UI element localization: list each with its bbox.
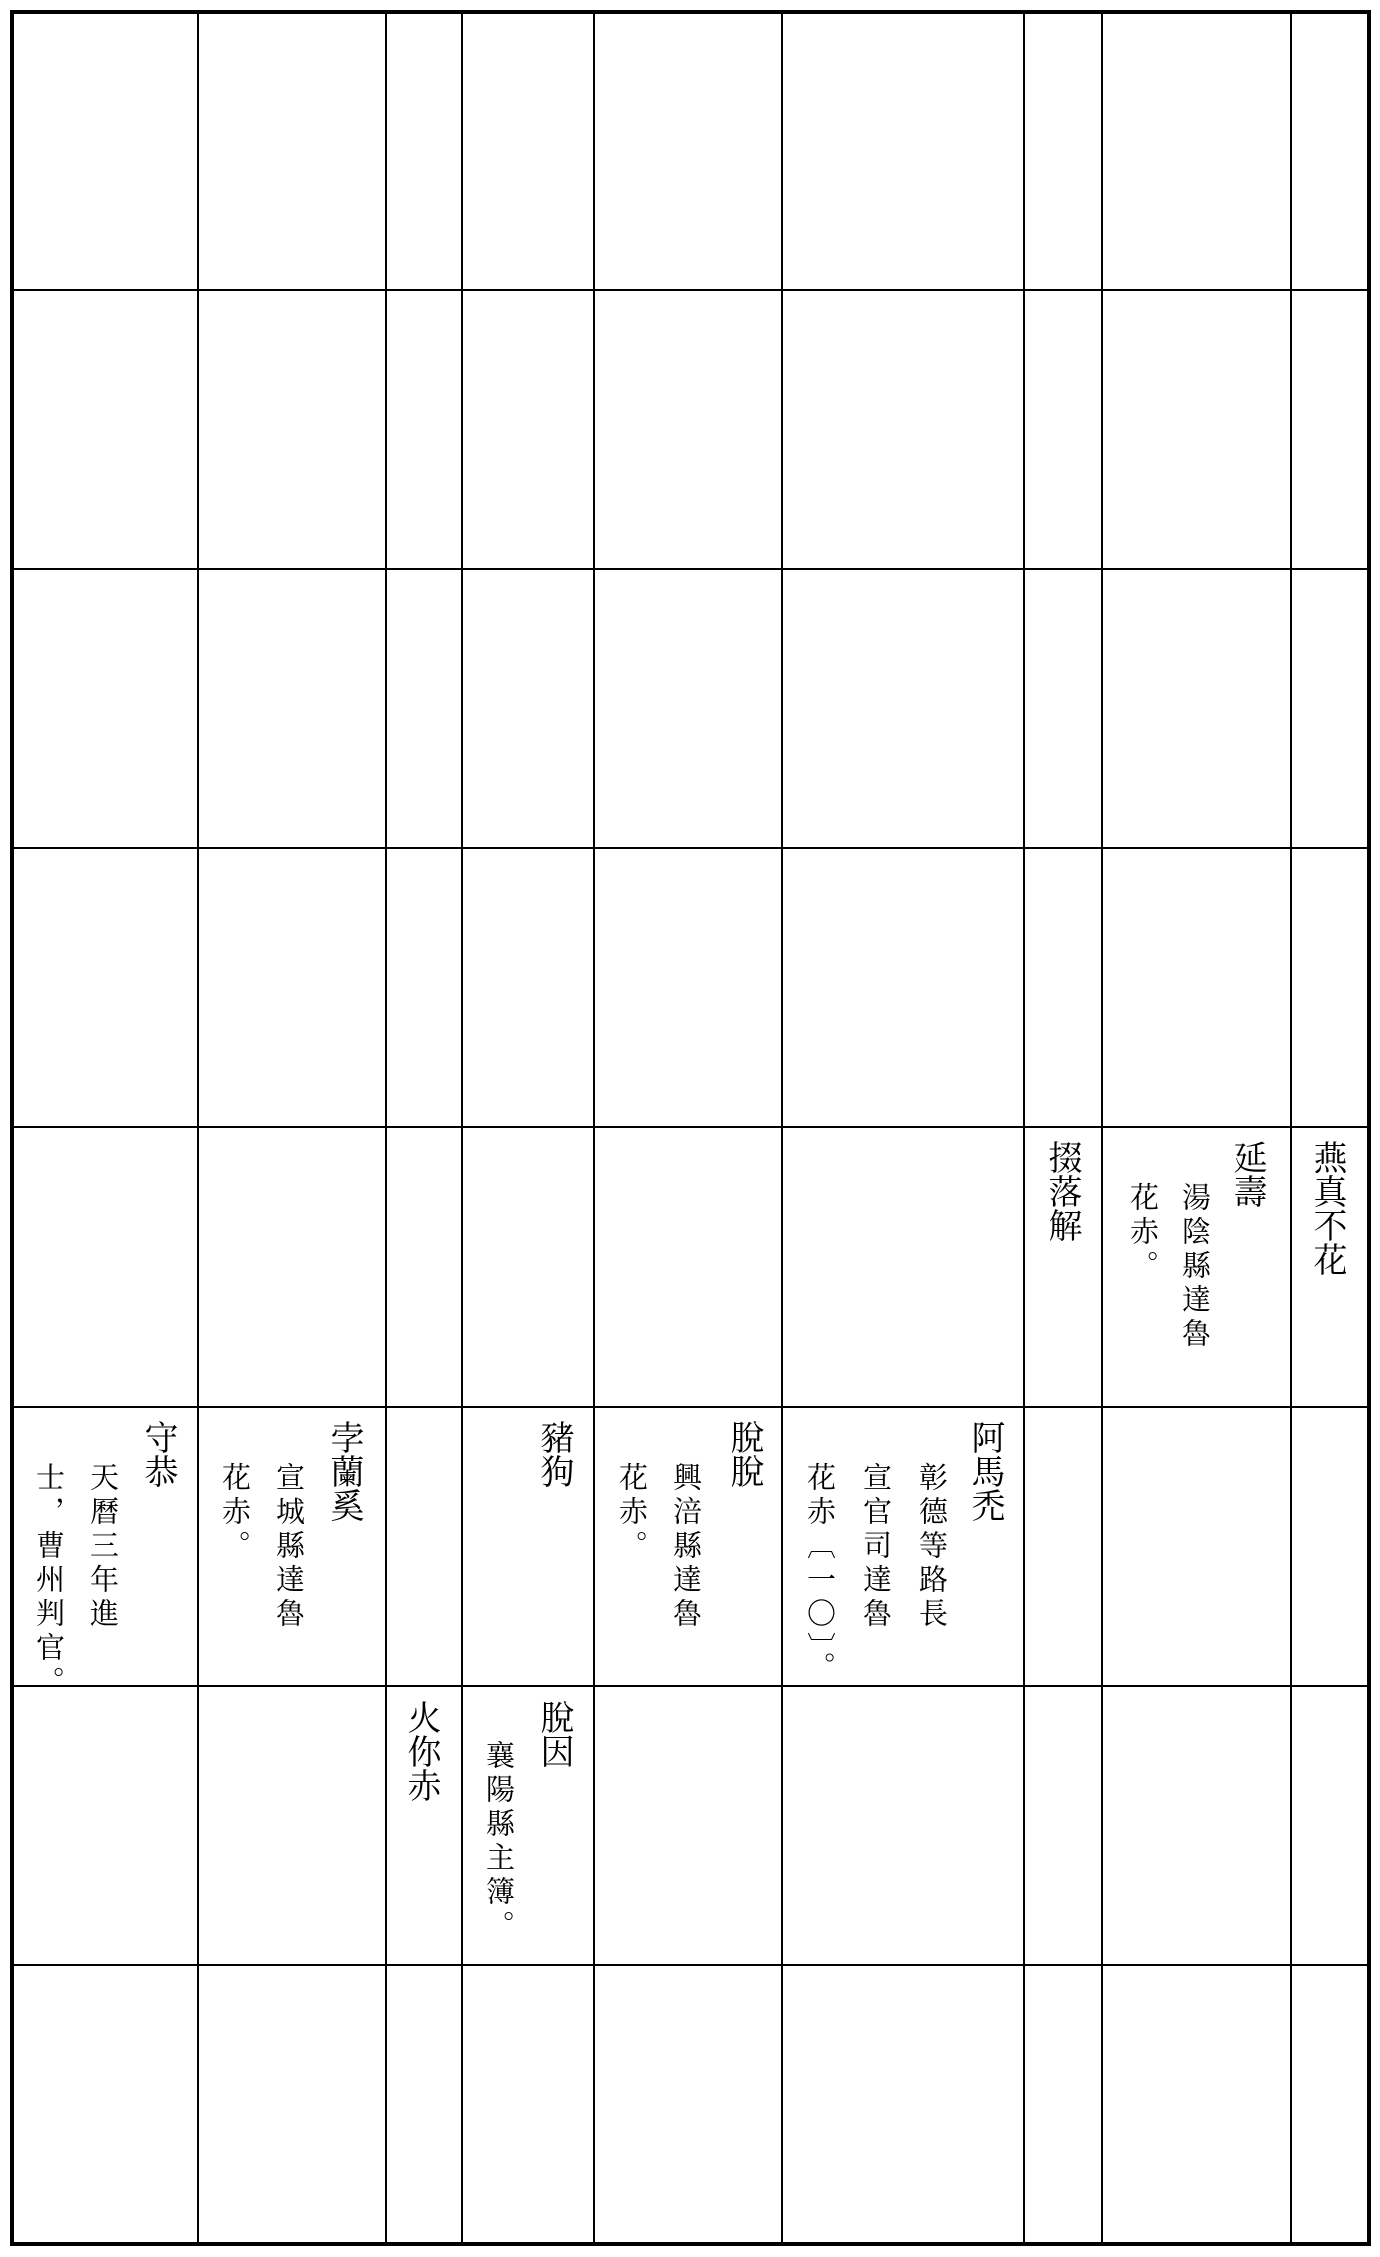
row-rule: [10, 1406, 1371, 1408]
entry-note-line: 彰德等路長: [915, 1462, 949, 1632]
entry-name: 孛蘭奚: [324, 1420, 364, 1522]
row-rule: [10, 847, 1371, 849]
entry-note-line: 湯陰縣達魯: [1178, 1182, 1212, 1352]
entry-note-line: 宣城縣達魯: [272, 1462, 306, 1632]
entry-note-line: 天曆三年進: [86, 1462, 120, 1632]
entry-name: 脫脫: [724, 1420, 764, 1488]
entry-note-line: 宣官司達魯: [859, 1462, 893, 1632]
row-rule: [10, 1964, 1371, 1966]
entry-name: 阿馬禿: [965, 1420, 1005, 1522]
entry-note-line: 襄陽縣主簿。: [482, 1740, 516, 1944]
entry-note-line: 花赤。: [218, 1462, 252, 1564]
row-rule: [10, 568, 1371, 570]
column-rule: [1023, 10, 1025, 2246]
row-rule: [10, 289, 1371, 291]
column-rule: [781, 10, 783, 2246]
column-rule: [385, 10, 387, 2246]
column-rule: [461, 10, 463, 2246]
entry-name: 守恭: [138, 1420, 178, 1488]
entry-name: 掇落解: [1042, 1140, 1082, 1242]
row-rule: [10, 1126, 1371, 1128]
entry-note-line: 士，曹州判官。: [32, 1462, 66, 1700]
row-rule: [10, 1685, 1371, 1687]
table-border-top: [10, 10, 1371, 14]
entry-note-line: 興涪縣達魯: [669, 1462, 703, 1632]
entry-name: 火你赤: [401, 1700, 441, 1802]
column-rule: [1101, 10, 1103, 2246]
entry-name: 脫因: [534, 1700, 574, 1768]
table-border-bottom: [10, 2242, 1371, 2246]
table-border-left: [10, 10, 14, 2246]
entry-note-line: 花赤〔一〇〕。: [803, 1462, 837, 1686]
column-rule: [593, 10, 595, 2246]
entry-note-line: 花赤。: [615, 1462, 649, 1564]
entry-note-line: 花赤。: [1126, 1182, 1160, 1284]
column-rule: [1290, 10, 1292, 2246]
entry-name: 豬狗: [534, 1420, 574, 1488]
entry-name: 延壽: [1227, 1140, 1267, 1208]
entry-name: 燕真不花: [1307, 1140, 1347, 1276]
column-rule: [197, 10, 199, 2246]
table-border-right: [1367, 10, 1371, 2246]
